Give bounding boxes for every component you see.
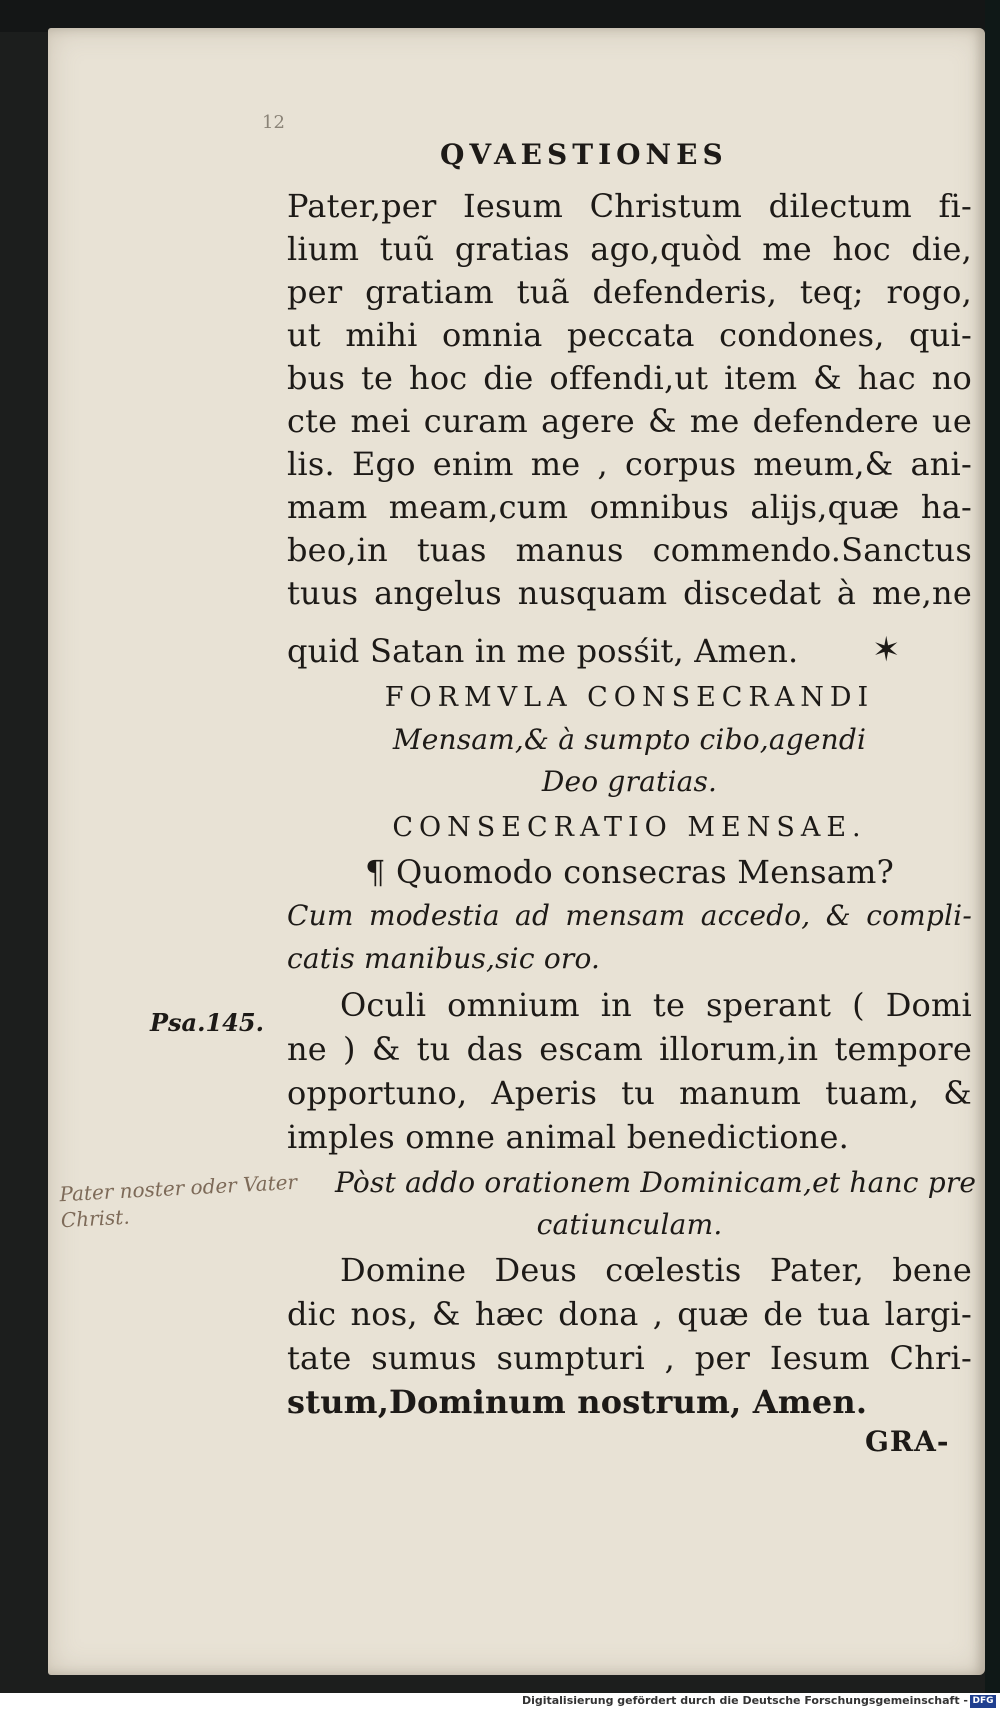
handwritten-note-line: Christ. <box>60 1204 131 1233</box>
prayer-line: bus te hoc die offendi,ut item & hac no <box>287 359 972 397</box>
psalm-line: ne ) & tu das escam illorum,in tempore <box>287 1030 972 1068</box>
footer-credit: Digitalisierung gefördert durch die Deutsche Forschungsgemeinschaft - <box>521 1694 968 1707</box>
psalm-line: imples omne animal benedictione. <box>287 1118 849 1156</box>
post-line: catiunculam. <box>536 1208 723 1241</box>
prayer-line: Pater,per Iesum Christum dilectum fi- <box>287 187 972 225</box>
closing-line: dic nos, & hæc dona , quæ de tua largi- <box>287 1295 972 1333</box>
catchword: GRA- <box>865 1425 950 1458</box>
answer-line: catis manibus,sic oro. <box>287 942 601 975</box>
prayer-line: tuus angelus nusquam discedat à me,ne <box>287 574 972 612</box>
margin-reference: Psa.145. <box>150 1008 264 1037</box>
prayer-line: mam meam,cum omnibus alijs,quæ ha- <box>287 488 972 526</box>
answer-line: Cum modestia ad mensam accedo, & compli- <box>287 899 972 932</box>
prayer-line: lis. Ego enim me , corpus meum,& ani- <box>287 445 972 483</box>
question-line: ¶ Quomodo consecras Mensam? <box>365 853 894 891</box>
psalm-line: Oculi omnium in te sperant ( Domi <box>340 986 972 1024</box>
closing-line: tate sumus sumpturi , per Iesum Chri- <box>287 1339 972 1377</box>
dfg-logo: DFG <box>970 1695 996 1708</box>
section-heading: CONSECRATIO MENSAE. <box>392 812 867 843</box>
prayer-line: beo,in tuas manus commendo.Sanctus <box>287 531 972 569</box>
psalm-line: opportuno, Aperis tu manum tuam, & <box>287 1074 972 1112</box>
closing-line: stum,Dominum nostrum, Amen. <box>287 1383 868 1421</box>
formula-subtitle: Mensam,& à sumpto cibo,agendi <box>392 723 867 756</box>
formula-heading: FORMVLA CONSECRANDI <box>384 682 875 713</box>
closing-line: Domine Deus cœlestis Pater, bene <box>340 1251 972 1289</box>
book-spine-edge <box>985 0 1000 1711</box>
post-line: Pòst addo orationem Dominicam,et hanc pre <box>335 1166 977 1199</box>
prayer-line: quid Satan in me posśit, Amen. <box>287 632 799 670</box>
prayer-line: cte mei curam agere & me defendere ue <box>287 402 972 440</box>
star-mark: ✶ <box>872 630 901 670</box>
prayer-line: ut mihi omnia peccata condones, qui- <box>287 316 972 354</box>
prayer-line: lium tuũ gratias ago,quòd me hoc die, <box>287 230 972 268</box>
prayer-line: per gratiam tuã defenderis, teq; rogo, <box>287 273 972 311</box>
running-head: QVAESTIONES <box>440 138 728 171</box>
folio-number: 12 <box>262 112 285 133</box>
handwritten-note-line: Pater noster oder Vater <box>58 1169 298 1207</box>
formula-subtitle: Deo gratias. <box>541 765 718 798</box>
